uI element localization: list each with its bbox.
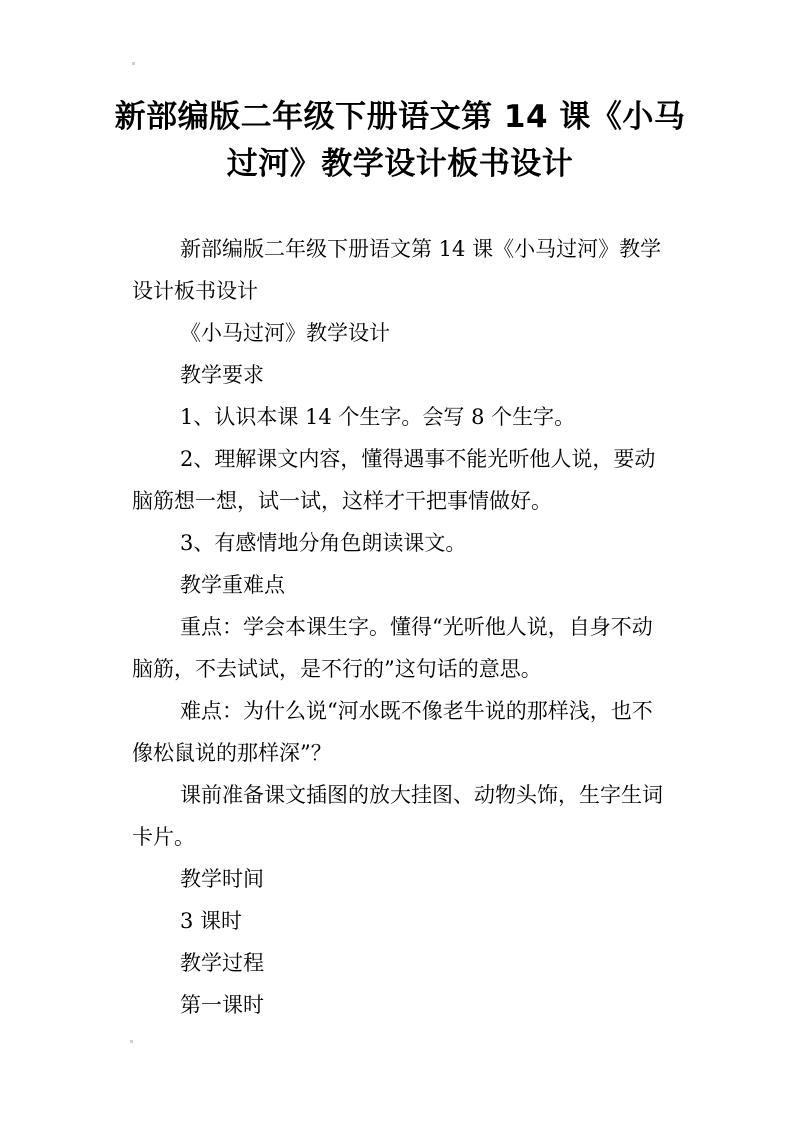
paragraph-requirement-2: 2、理解课文内容，懂得遇事不能光听他人说，要动脑筋想一想，试一试，这样才干把事情做好。 — [132, 447, 656, 513]
paragraph-intro: 新部编版二年级下册语文第 14 课《小马过河》教学设计板书设计 — [132, 237, 662, 303]
scan-speck — [132, 62, 135, 65]
paragraph-time-heading: 教学时间 — [180, 867, 264, 891]
paragraph-keypoint: 重点：学会本课生字。懂得“光听他人说，自身不动脑筋，不去试试，是不行的”这句话的意思。 — [132, 615, 653, 681]
paragraph-preparation: 课前准备课文插图的放大挂图、动物头饰，生字生词卡片。 — [132, 783, 663, 849]
scan-speck — [130, 1040, 133, 1043]
document-title: 新部编版二年级下册语文第 14 课《小马过河》教学设计板书设计 — [114, 99, 686, 182]
document-body — [132, 228, 672, 1026]
paragraph-design-heading: 《小马过河》教学设计 — [180, 321, 390, 345]
paragraph-difficulty: 难点：为什么说“河水既不像老牛说的那样浅，也不像松鼠说的那样深”？ — [132, 699, 653, 765]
paragraph-time-value: 3 课时 — [180, 909, 243, 933]
paragraph-requirement-3: 3、有感情地分角色朗读课文。 — [180, 531, 467, 555]
paragraph-process-heading: 教学过程 — [180, 951, 264, 975]
paragraph-first-lesson: 第一课时 — [180, 993, 264, 1017]
paragraph-requirement-1: 1、认识本课 14 个生字。会写 8 个生字。 — [180, 405, 576, 429]
paragraph-requirements-heading: 教学要求 — [180, 363, 264, 387]
paragraph-keypoints-heading: 教学重难点 — [180, 573, 285, 597]
